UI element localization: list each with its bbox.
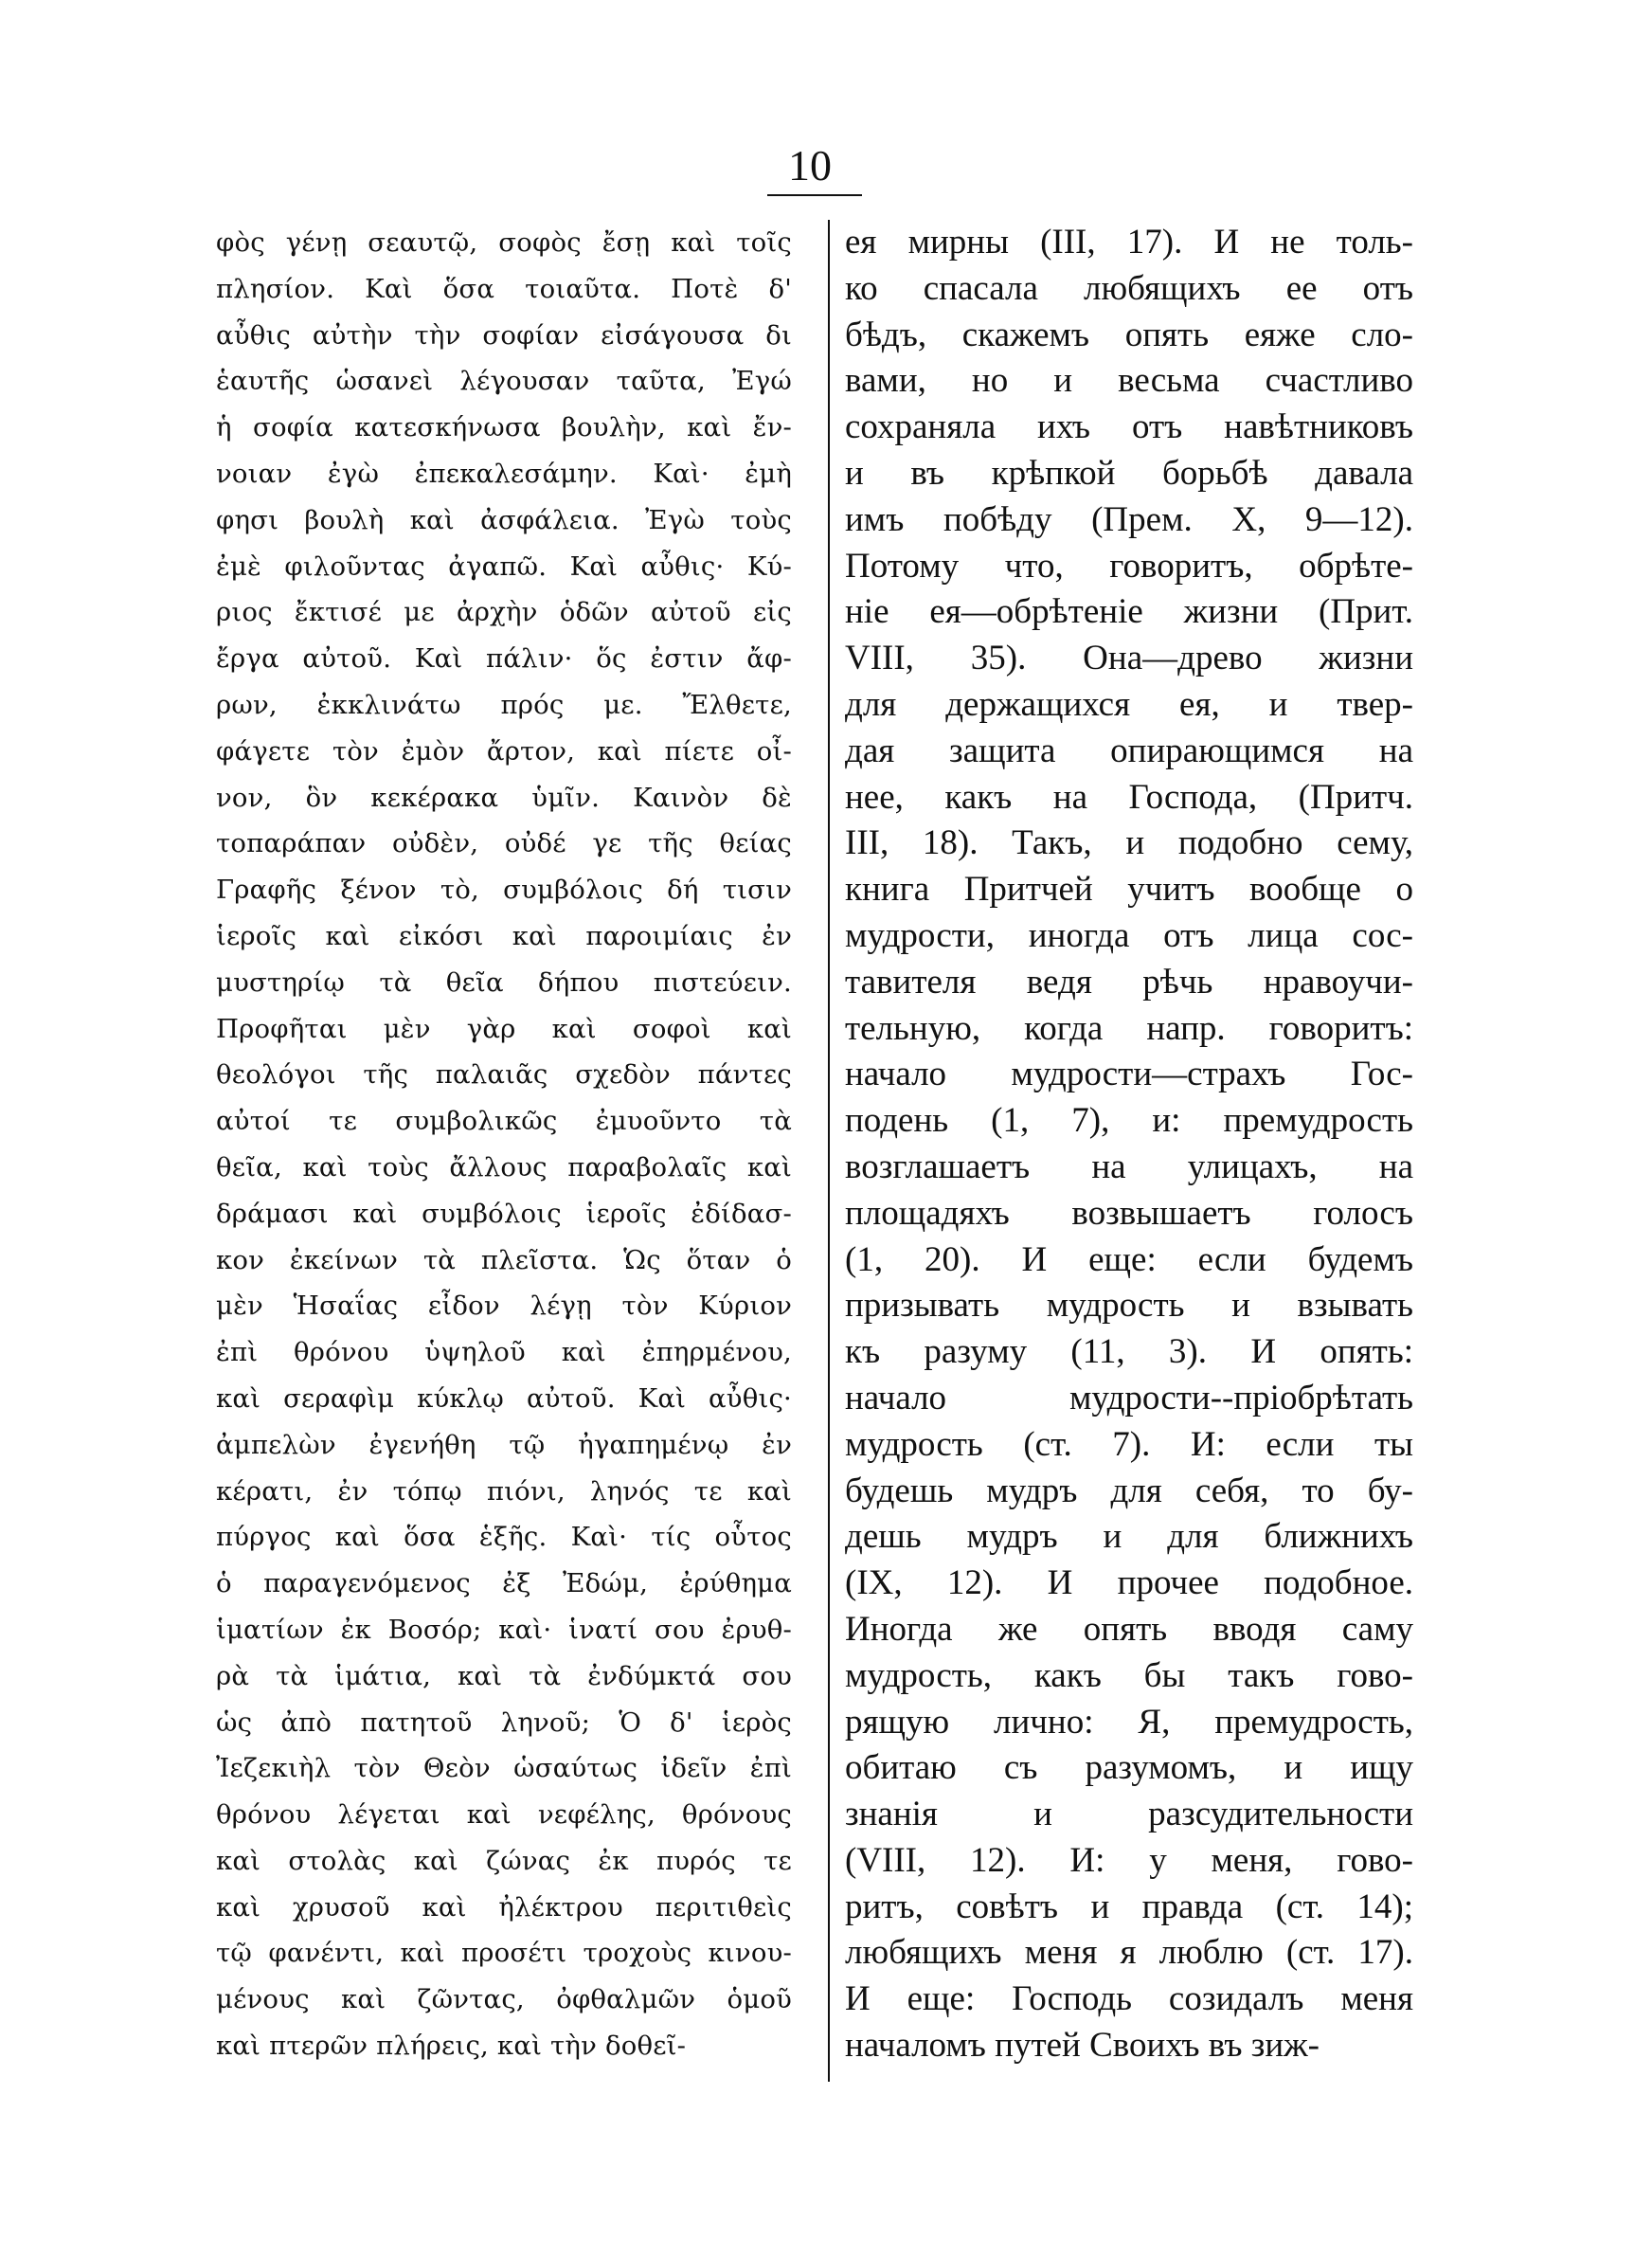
greek-text-line: Γραφῆς ξένον τὸ, συμβόλοις δή τισιν (216, 875, 792, 906)
russian-text-line: будешь мудръ для себя, то бу- (845, 1471, 1413, 1510)
greek-text-line: τοπαράπαν οὐδὲν, οὐδέ γε τῆς θείας (216, 828, 792, 859)
russian-text-line: къ разуму (11, 3). И опять: (845, 1332, 1413, 1372)
greek-text-line: καὶ σεραφὶμ κύκλῳ αὐτοῦ. Καὶ αὖθις· (216, 1382, 792, 1414)
russian-text-line: знанія и разсудительности (845, 1795, 1413, 1834)
page-number: 10 (788, 141, 832, 190)
greek-text-line: αὐτοί τε συμβολικῶς ἐμυοῦντο τὰ (216, 1106, 792, 1137)
greek-text-line: ρὰ τὰ ἱμάτια, καὶ τὰ ἐνδύμκτά σου (216, 1660, 792, 1691)
greek-text-line: δράμασι καὶ συμβόλοις ἱεροῖς ἐδίδασ- (216, 1198, 792, 1229)
greek-text-line: φὸς γένῃ σεαυτῷ, σοφὸς ἔσῃ καὶ τοῖς (216, 227, 792, 258)
russian-text-line: И еще: Господь созидалъ меня (845, 1979, 1413, 2019)
greek-text-line: ἐπὶ θρόνου ὑψηλοῦ καὶ ἐπηρμένου, (216, 1337, 792, 1368)
russian-text-line: призывать мудрость и взывать (845, 1286, 1413, 1326)
page-number-rule (767, 194, 862, 196)
greek-text-line: ἱεροῖς καὶ εἰκόσι καὶ παροιμίαις ἐν (216, 920, 792, 951)
greek-text-line: πύργος καὶ ὅσα ἑξῆς. Καὶ· τίς οὗτος (216, 1522, 792, 1553)
greek-text-line: φάγετε τὸν ἐμὸν ἄρτον, καὶ πίετε οἶ- (216, 735, 792, 767)
russian-text-line: ритъ, совѣтъ и правда (ст. 14); (845, 1887, 1413, 1926)
russian-text-line: подень (1, 7), и: премудрость (845, 1101, 1413, 1141)
greek-text-line: καὶ στολὰς καὶ ζώνας ἐκ πυρός τε (216, 1845, 792, 1876)
greek-text-line: καὶ χρυσοῦ καὶ ἠλέκτρου περιτιθεὶς (216, 1891, 792, 1923)
greek-text-column (216, 220, 792, 2069)
russian-text-line: имъ побѣду (Прем. X, 9—12). (845, 499, 1413, 539)
greek-text-line: πλησίον. Καὶ ὅσα τοιαῦτα. Ποτὲ δ' (216, 273, 792, 304)
russian-text-line: возглашаетъ на улицахъ, на (845, 1147, 1413, 1186)
russian-text-line: дая защита опирающимся на (845, 731, 1413, 770)
greek-text-line: κέρατι, ἐν τόπῳ πιόνι, ληνός τε καὶ (216, 1475, 792, 1507)
russian-text-line: тавителя ведя рѣчь нравоучи- (845, 962, 1413, 1002)
russian-text-line: началомъ путей Своихъ въ зиж- (845, 2026, 1320, 2066)
russian-text-line: VIII, 35). Она—древо жизни (845, 639, 1413, 678)
russian-text-line: III, 18). Такъ, и подобно сему, (845, 823, 1413, 863)
russian-text-line: сохраняла ихъ отъ навѣтниковъ (845, 407, 1413, 447)
greek-text-line: ἔργα αὐτοῦ. Καὶ πάλιν· ὅς ἐστιν ἄφ- (216, 643, 792, 675)
russian-text-line: книга Притчей учитъ вообще о (845, 870, 1413, 910)
russian-text-line: площадяхъ возвышаетъ голосъ (845, 1193, 1413, 1233)
greek-text-line: μὲν Ἡσαΐας εἶδον λέγῃ τὸν Κύριον (216, 1291, 792, 1322)
russian-text-line: начало мудрости--пріобрѣтать (845, 1378, 1413, 1417)
russian-text-line: обитаю съ разумомъ, и ищу (845, 1748, 1413, 1788)
russian-text-line: любящихъ меня я люблю (ст. 17). (845, 1933, 1413, 1973)
greek-text-line: νοιαν ἐγὼ ἐπεκαλεσάμην. Καὶ· ἐμὴ (216, 458, 792, 489)
russian-text-line: (VIII, 12). И: у меня, гово- (845, 1840, 1413, 1880)
greek-text-line: ἐμὲ φιλοῦντας ἀγαπῶ. Καὶ αὖθις· Κύ- (216, 551, 792, 582)
russian-text-line: нее, какъ на Господа, (Притч. (845, 777, 1413, 817)
greek-text-line: αὖθις αὐτὴν τὴν σοφίαν εἰσάγουσα δι (216, 319, 792, 351)
russian-text-line: рящую лично: Я, премудрость, (845, 1702, 1413, 1742)
greek-text-line: θεολόγοι τῆς παλαιᾶς σχεδὸν πάντες (216, 1059, 792, 1091)
russian-text-line: Потому что, говоритъ, обрѣте- (845, 546, 1413, 586)
russian-text-line: ніе ея—обрѣтеніе жизни (Прит. (845, 592, 1413, 632)
russian-text-line: мудрость (ст. 7). И: если ты (845, 1424, 1413, 1464)
greek-text-line: φησι βουλὴ καὶ ἀσφάλεια. Ἐγὼ τοὺς (216, 504, 792, 535)
greek-text-line: ἑαυτῆς ὡσανεὶ λέγουσαν ταῦτα, Ἐγώ (216, 366, 792, 397)
greek-text-line: θεῖα, καὶ τοὺς ἄλλους παραβολαῖς καὶ (216, 1151, 792, 1183)
greek-text-line: Ἰεζεκιὴλ τὸν Θεὸν ὡσαύτως ἰδεῖν ἐπὶ (216, 1753, 792, 1784)
column-divider (828, 220, 830, 2082)
russian-text-line: мудрость, какъ бы такъ гово- (845, 1655, 1413, 1695)
russian-text-line: ко спасала любящихъ ее отъ (845, 268, 1413, 308)
greek-text-line: μυστηρίῳ τὰ θεῖα δήπου πιστεύειν. (216, 966, 792, 998)
russian-text-line: (1, 20). И еще: если будемъ (845, 1239, 1413, 1279)
greek-text-line: Προφῆται μὲν γὰρ καὶ σοφοὶ καὶ (216, 1013, 792, 1044)
greek-text-line: ἡ σοφία κατεσκήνωσα βουλὴν, καὶ ἔν- (216, 412, 792, 443)
russian-text-line: бѣдъ, скажемъ опять еяже сло- (845, 315, 1413, 354)
greek-text-line: ἱματίων ἐκ Βοσόρ; καὶ· ἱνατί σου ἐρυθ- (216, 1614, 792, 1645)
russian-text-line: начало мудрости—страхъ Гос- (845, 1055, 1413, 1094)
russian-text-line: мудрости, иногда отъ лица сос- (845, 915, 1413, 955)
greek-text-line: τῷ φανέντι, καὶ προσέτι τροχοὺς κινου- (216, 1938, 792, 1969)
russian-text-line: ея мирны (III, 17). И не толь- (845, 223, 1413, 262)
greek-text-line: μένους καὶ ζῶντας, ὀφθαλμῶν ὁμοῦ (216, 1984, 792, 2015)
russian-text-line: и въ крѣпкой борьбѣ давала (845, 453, 1413, 493)
greek-text-line: καὶ πτερῶν πλήρεις, καὶ τὴν δοθεῖ- (216, 2031, 687, 2062)
greek-text-line: θρόνου λέγεται καὶ νεφέλης, θρόνους (216, 1799, 792, 1831)
greek-text-line: ὁ παραγενόμενος ἐξ Ἐδώμ, ἐρύθημα (216, 1568, 792, 1599)
greek-text-line: κον ἐκείνων τὰ πλεῖστα. Ὡς ὅταν ὁ (216, 1244, 792, 1275)
russian-text-line: вами, но и весьма счастливо (845, 361, 1413, 401)
greek-text-line: ρων, ἐκκλινάτω πρός με. Ἔλθετε, (216, 689, 792, 720)
greek-text-line: ὡς ἀπὸ πατητοῦ ληνοῦ; Ὁ δ' ἱερὸς (216, 1706, 792, 1738)
greek-text-line: ριος ἔκτισέ με ἀρχὴν ὁδῶν αὐτοῦ εἰς (216, 597, 792, 628)
greek-text-line: ἀμπελὼν ἐγενήθη τῷ ἠγαπημένῳ ἐν (216, 1429, 792, 1460)
russian-text-line: тельную, когда напр. говоритъ: (845, 1008, 1413, 1048)
russian-text-line: Иногда же опять вводя саму (845, 1609, 1413, 1649)
russian-text-line: (IX, 12). И прочее подобное. (845, 1563, 1413, 1603)
russian-text-column (845, 220, 1413, 2069)
russian-text-line: для держащихся ея, и твер- (845, 684, 1413, 724)
russian-text-line: дешь мудръ и для ближнихъ (845, 1517, 1413, 1557)
greek-text-line: νον, ὃν κεκέρακα ὑμῖν. Καινὸν δὲ (216, 782, 792, 813)
